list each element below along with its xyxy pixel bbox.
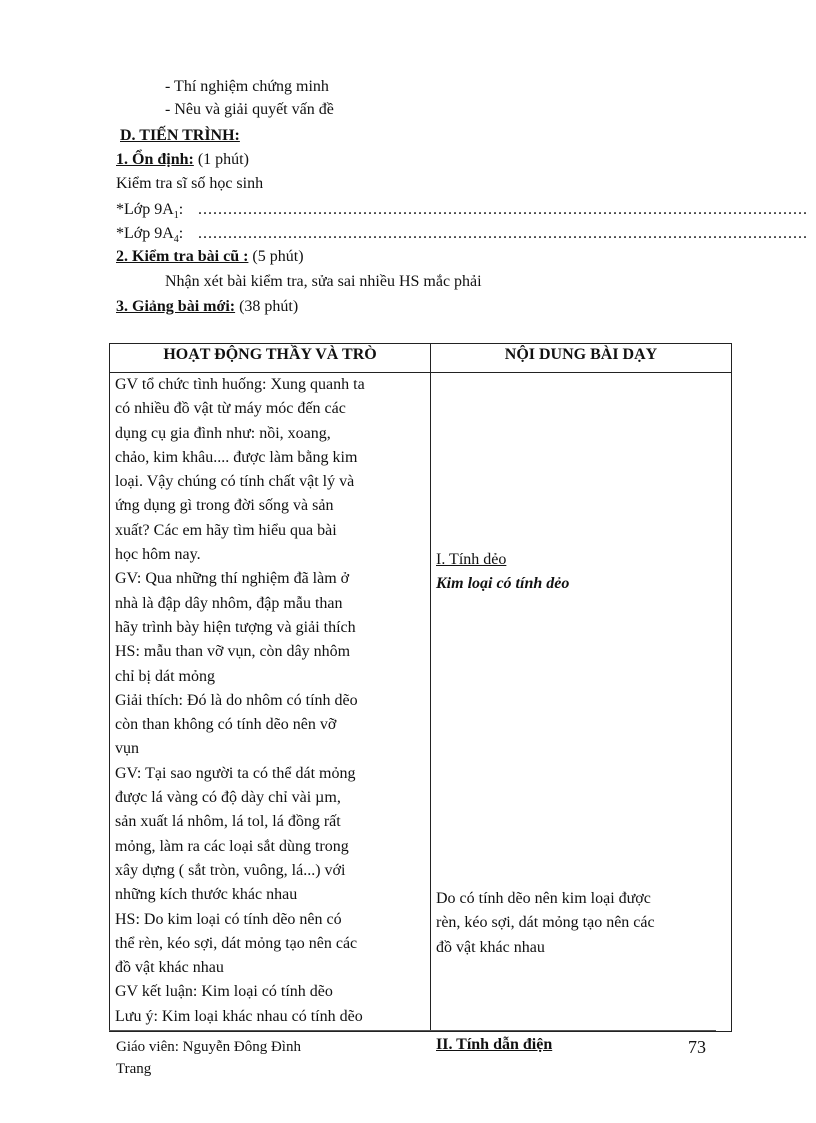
step-2-label: 2. Kiểm tra bài cũ : [116,248,249,265]
class-1-suffix: : [178,201,184,218]
activities-text [115,373,425,1029]
activity-line: xây dựng ( sắt tròn, vuông, lá...) với [115,861,346,879]
activity-line: GV: Tại sao người ta có thể dát mỏng [115,764,356,782]
activity-line: Giải thích: Đó là do nhôm có tính dẽo [115,691,358,709]
activity-line: HS: mẫu than vỡ vụn, còn dây nhôm [115,643,351,661]
step-3-heading [116,296,298,318]
activity-line: GV: Qua những thí nghiệm đã làm ở [115,570,350,588]
activity-line: có nhiều đồ vật từ máy móc đến các [115,400,346,418]
roll-call-text: Kiểm tra sĩ số học sinh [116,175,264,192]
activity-line: mỏng, làm ra các loại sắt dùng trong [115,837,349,855]
content-section-1 [436,548,725,597]
heading-conductivity-text: II. Tính dẫn điện [436,1036,553,1053]
activities-cell [110,373,431,1032]
step-2-heading [116,246,304,268]
class-2-prefix: *Lớp 9A [116,225,174,242]
content-line: Do có tính dẽo nên kim loại được [436,890,651,907]
table-header-row [110,344,732,373]
activity-line: đồ vật khác nhau [115,959,224,977]
activity-line: xuất? Các em hãy tìm hiểu qua bài [115,521,337,539]
header-content: NỘI DUNG BÀI DẠY [431,344,732,373]
step-2-time: (5 phút) [248,248,304,265]
content-ductility-text [436,887,725,960]
class-2-sub: 4 [173,234,179,246]
activity-line: chỉ bị dát mỏng [115,667,215,685]
step-3-time: (38 phút) [235,298,299,315]
activity-line: được lá vàng có độ dày chỉ vài µm, [115,789,341,807]
activity-line: loại. Vậy chúng có tính chất vật lý và [115,473,355,491]
activity-line: những kích thước khác nhau [115,886,298,904]
class-1-prefix: *Lớp 9A [116,201,174,218]
table-row [110,373,732,1032]
step-3-label: 3. Giảng bài mới: [116,298,236,315]
dot-leader-2: .......................................................................................................................... [198,225,808,242]
activity-line: chảo, kim khâu.... được làm bằng kim [115,448,358,466]
step-1-heading [116,149,249,171]
activity-line: học hôm nay. [115,546,201,564]
content-section-2 [436,1033,725,1057]
activity-line: hãy trình bày hiện tượng và giải thích [115,618,356,636]
activity-line: sản xuất lá nhôm, lá tol, lá đồng rất [115,813,341,831]
footer-teacher: Giáo viên: Nguyễn Đông Đình [116,1039,301,1055]
heading-conductivity [436,1033,725,1057]
content-line: đồ vật khác nhau [436,938,545,956]
step-1-time: (1 phút) [193,151,249,168]
activity-line: Lưu ý: Kim loại khác nhau có tính dẽo [115,1007,363,1025]
class-2-suffix: : [178,225,184,242]
activity-line: GV tổ chức tình huống: Xung quanh ta [115,376,365,393]
activity-line: ứng dụng gì trong đời sống và sản [115,497,334,515]
step-1-label: 1. Ổn định: [116,151,194,168]
activity-line: nhà là đập dây nhôm, đập mẫu than [115,594,343,612]
class-1-sub: 1 [173,210,179,222]
footer-rule [109,1030,716,1031]
method-item-1: - Thí nghiệm chứng minh [165,78,329,95]
content-line: rèn, kéo sợi, dát mỏng tạo nên các [436,914,655,932]
footer-teacher-cont: Trang [116,1061,152,1077]
section-heading-d: D. TIẾN TRÌNH: [120,127,240,144]
heading-ductility: I. Tính dẻo [436,551,507,568]
dot-leader-1: .......................................................................................................................... [198,201,808,218]
activity-line: dụng cụ gia đình như: nồi, xoang, [115,424,331,442]
activity-line: thể rèn, kéo sợi, dát mỏng tạo nên các [115,934,358,952]
subheading-ductility: Kim loại có tính dẻo [436,575,570,593]
header-activities: HOẠT ĐỘNG THẦY VÀ TRÒ [110,344,431,373]
activity-line: GV kết luận: Kim loại có tính dẽo [115,983,333,1001]
activity-line: còn than không có tính dẽo nên vỡ [115,716,337,734]
activity-line: vụn [115,740,139,758]
activity-line: HS: Do kim loại có tính dẽo nên có [115,910,342,928]
method-item-2: - Nêu và giải quyết vấn đề [165,101,334,118]
step-2-note: Nhận xét bài kiểm tra, sửa sai nhiều HS mắc phải [165,273,482,290]
page-number: 73 [688,1037,706,1057]
